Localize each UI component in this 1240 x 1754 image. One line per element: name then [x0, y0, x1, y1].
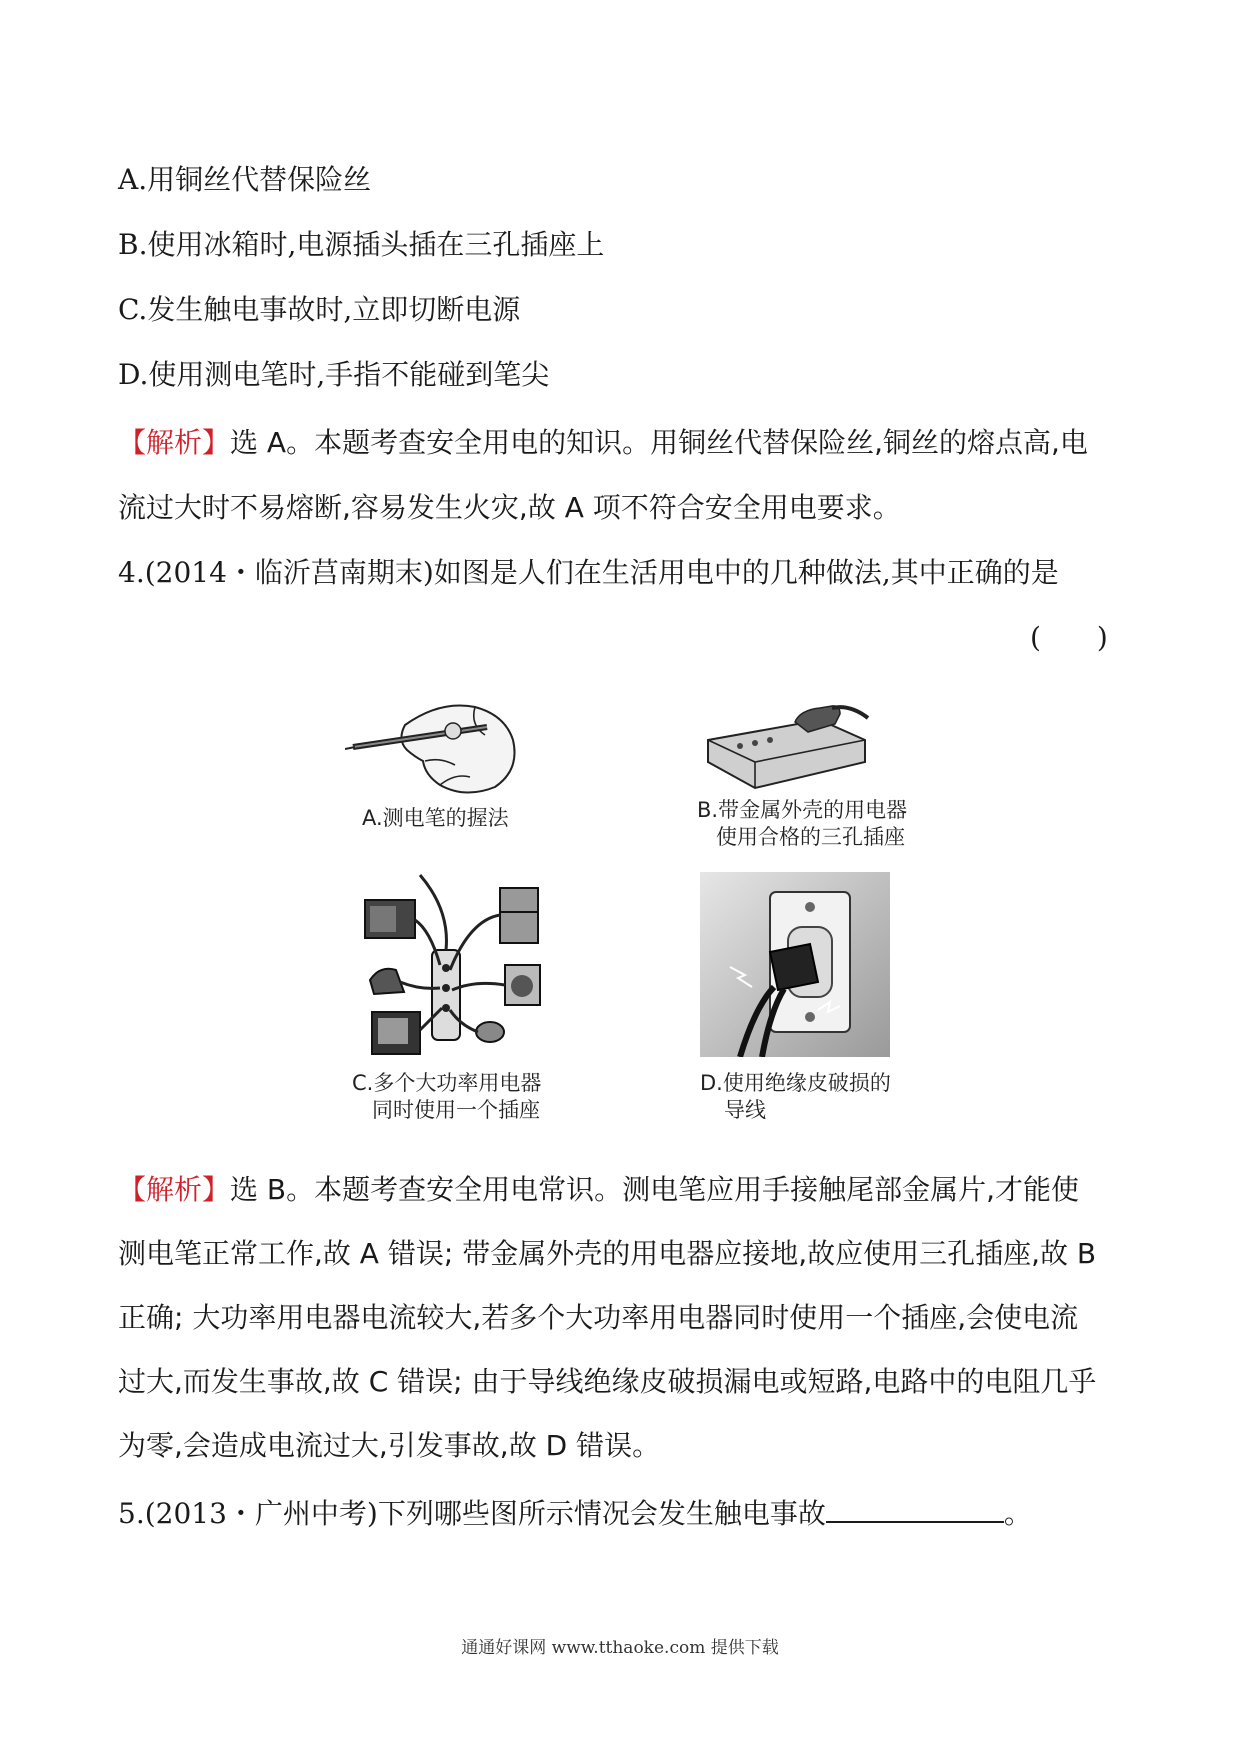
- figure-a-caption: A.测电笔的握法: [362, 806, 509, 830]
- figure-b-caption-line-2: 使用合格的三孔插座: [716, 825, 905, 849]
- question-5-stem: [118, 1493, 1032, 1534]
- analysis-tag: 【解析】: [118, 1173, 231, 1206]
- question-5-text: 5.(2013・广州中考)下列哪些图所示情况会发生触电事故: [118, 1497, 826, 1530]
- figure-c-caption-line-2: 同时使用一个插座: [372, 1098, 540, 1122]
- figure-a-tester-grip: [345, 695, 535, 800]
- analysis-text: 选 A。本题考查安全用电的知识。用铜丝代替保险丝,铜丝的熔点高,电: [230, 426, 1088, 459]
- option-c: C.发生触电事故时,立即切断电源: [118, 293, 521, 326]
- page-footer: 通通好课网 www.tthaoke.com 提供下载: [461, 1638, 779, 1658]
- figure-c-caption-line-1: C.多个大功率用电器: [352, 1071, 542, 1095]
- figure-b-caption-line-1: B.带金属外壳的用电器: [697, 798, 908, 822]
- question-4-stem: 4.(2014・临沂莒南期末)如图是人们在生活用电中的几种做法,其中正确的是: [118, 556, 1059, 589]
- analysis-q4-line-5: 为零,会造成电流过大,引发事故,故 D 错误。: [118, 1429, 661, 1462]
- many-appliances-one-socket-illustration: [360, 870, 560, 1070]
- analysis-tag: 【解析】: [118, 426, 231, 459]
- figure-d-caption-line-2: 导线: [724, 1098, 766, 1122]
- analysis-q3-line-1: [118, 423, 1088, 463]
- question-5-end: 。: [1003, 1497, 1032, 1530]
- analysis-q3-line-2: 流过大时不易熔断,容易发生火灾,故 A 项不符合安全用电要求。: [118, 491, 901, 524]
- analysis-q4-line-1: [118, 1170, 1079, 1210]
- analysis-text: 选 B。本题考查安全用电常识。测电笔应用手接触尾部金属片,才能使: [230, 1173, 1080, 1206]
- figure-d-damaged-wire: [700, 872, 890, 1057]
- figure-d-caption-line-1: D.使用绝缘皮破损的: [700, 1071, 891, 1095]
- analysis-q4-line-4: 过大,而发生事故,故 C 错误; 由于导线绝缘皮破损漏电或短路,电路中的电阻几乎: [118, 1365, 1097, 1398]
- answer-blank[interactable]: [826, 1493, 1004, 1523]
- wall-outlet-damaged-cord-illustration: [700, 872, 890, 1057]
- figure-b-three-hole-socket: [700, 700, 870, 790]
- option-d: D.使用测电笔时,手指不能碰到笔尖: [118, 358, 550, 391]
- analysis-q4-line-3: 正确; 大功率用电器电流较大,若多个大功率用电器同时使用一个插座,会使电流: [118, 1301, 1079, 1334]
- hand-holding-tester-illustration: [345, 695, 535, 800]
- power-strip-illustration: [700, 700, 870, 790]
- option-a: A.用铜丝代替保险丝: [118, 163, 372, 196]
- answer-parentheses: ( ): [1030, 621, 1108, 654]
- figure-c-overloaded-socket: [360, 870, 560, 1070]
- option-b: B.使用冰箱时,电源插头插在三孔插座上: [118, 228, 605, 261]
- analysis-q4-line-2: 测电笔正常工作,故 A 错误; 带金属外壳的用电器应接地,故应使用三孔插座,故 B: [118, 1237, 1097, 1270]
